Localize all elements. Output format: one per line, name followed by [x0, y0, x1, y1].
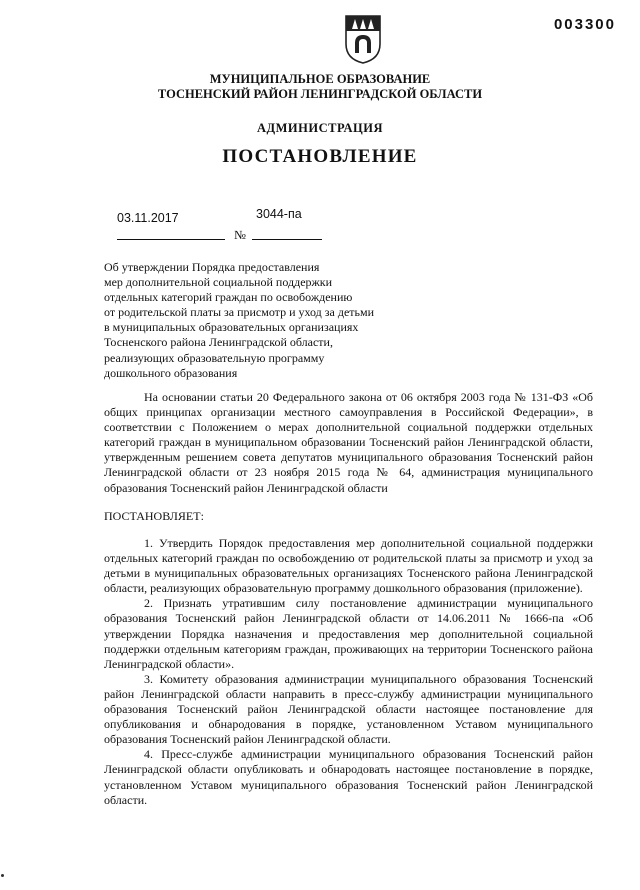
- decree-item: 4. Пресс-службе администрации муниципального образования Тосненский район Ленинградской области опубликовать и обнародовать настоящее постановление в порядке, установленном Уставом муниципального образования Тосненский район Ленинградской области.: [104, 747, 593, 807]
- subject-line: от родительской платы за присмотр и уход за детьми: [104, 305, 375, 320]
- subject-line: отдельных категорий граждан по освобождению: [104, 290, 353, 305]
- decree-subject: [104, 260, 424, 381]
- subject-line: в муниципальных образовательных организациях: [104, 320, 359, 335]
- serial-number: 003300: [553, 16, 616, 33]
- subject-line: дошкольного образования: [104, 365, 238, 380]
- decree-item: 2. Признать утратившим силу постановление администрации муниципального образования Тосненский район Ленинградской области от 14.06.2011 № 1666-па «Об утверждении Порядка назначения и предоставления мер дополнительной социальной поддержки отдельным категориям граждан, проживающих на территории Тосненского района Ленинградской области».: [104, 596, 593, 671]
- decree-item: 3. Комитету образования администрации муниципального образования Тосненский район Ленинградской области направить в пресс-службу администрации муниципального образования Тосненский район Ленинградской области настоящее постановление для опубликования и обнародования в порядке, установленном Уставом муниципального образования Тосненский район Ленинградской области.: [104, 671, 593, 747]
- resolves-heading: ПОСТАНОВЛЯЕТ:: [104, 509, 204, 523]
- decree-number: 3044-па: [256, 207, 302, 221]
- legal-basis-paragraph: На основании статьи 20 Федерального закона от 06 октября 2003 года № 131-ФЗ «Об общих принципах организации местного самоуправления в Российской Федерации», в соответствии с Положением о мерах дополнительной социальной поддержки отдельных категорий граждан в муниципальном образовании Тосненский район Ленинградской области, утвержденным решением совета депутатов муниципального образования Тосненский район Ленинградской области от 23 ноября 2015 года № 64, администрация муниципального образования Тосненский район Ленинградской области: [104, 390, 593, 495]
- organization-line-1: МУНИЦИПАЛЬНОЕ ОБРАЗОВАНИЕ: [209, 72, 431, 86]
- subject-line: реализующих образовательную программу: [104, 350, 325, 365]
- subject-line: мер дополнительной социальной поддержки: [104, 275, 333, 290]
- number-underline: [252, 239, 322, 240]
- subject-line: Об утверждении Порядка предоставления: [104, 260, 320, 274]
- scan-mark: [0, 873, 5, 878]
- document-type-title: ПОСТАНОВЛЕНИЕ: [222, 146, 418, 167]
- organization-line-2: ТОСНЕНСКИЙ РАЙОН ЛЕНИНГРАДСКОЙ ОБЛАСТИ: [157, 87, 483, 101]
- administration-heading: АДМИНИСТРАЦИЯ: [257, 121, 383, 135]
- legal-basis-section: [104, 390, 593, 496]
- decree-items: [104, 536, 593, 808]
- date-underline: [117, 239, 225, 240]
- subject-line: Тосненского района Ленинградской области,: [104, 335, 333, 350]
- decree-item: 1. Утвердить Порядок предоставления мер дополнительной социальной поддержки отдельных категорий граждан по освобождению от родительской платы за присмотр и уход за детьми в муниципальных образовательных организациях Тосненского района Ленинградской области, реализующих образовательную программу дошкольного образования (приложение).: [104, 536, 593, 596]
- number-sign: №: [234, 228, 246, 242]
- municipal-coat-of-arms-icon: [344, 14, 382, 64]
- decree-date: 03.11.2017: [117, 211, 179, 225]
